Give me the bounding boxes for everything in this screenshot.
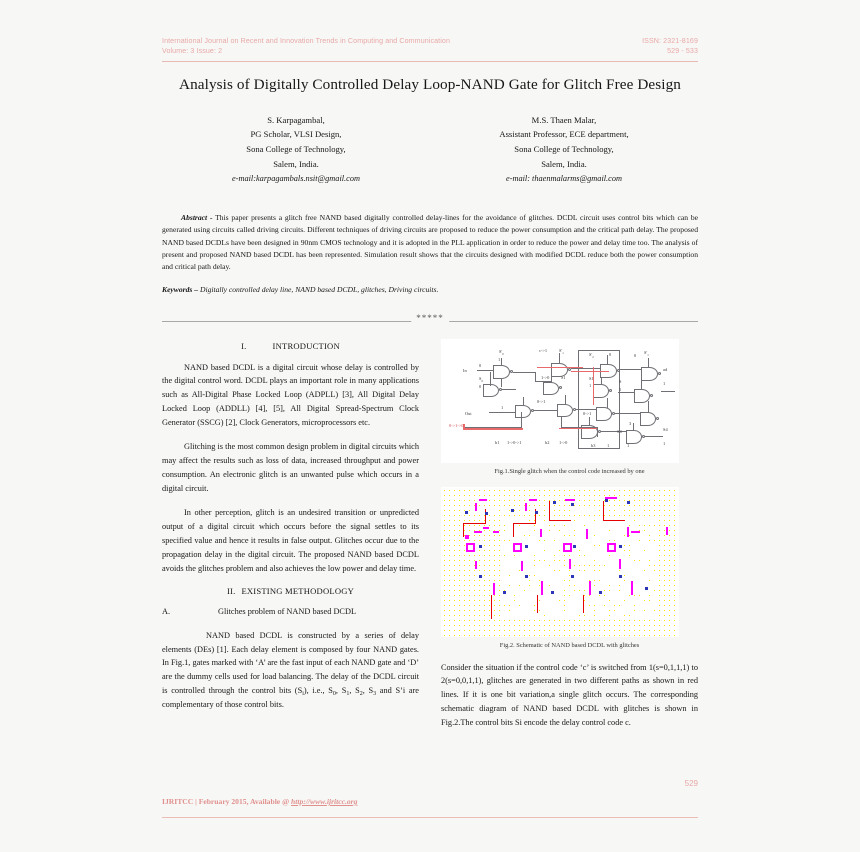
fig1-label-1b: 1 [589,382,592,388]
fig2-magenta-1 [465,535,469,539]
section-number-1: I. [241,340,247,351]
subsection-title: Glitches problem of NAND based DCDL [218,607,357,617]
left-column [162,337,419,741]
journal-header-right [642,36,698,57]
fig1-label-0b: 0 [479,383,482,389]
fig2-node-4 [535,511,538,514]
fig2-red-seg-12 [537,595,538,613]
fig1-label-ad: ad [663,366,668,372]
author-2-role: Assistant Professor, ECE department, [499,129,629,140]
fig2-node-16 [619,575,622,578]
figure-1-image [441,339,679,463]
fig2-node-17 [503,591,506,594]
existing-p1-part-f: and S’i are complementary of those control bits. [162,685,419,709]
existing-p1-part-c: , S [335,685,347,695]
fig2-node-11 [573,545,576,548]
fig2-red-seg-2 [463,523,485,524]
footer-prefix: IJRITCC | February 2015, Available @ [162,797,292,806]
fig2-magenta-19 [619,559,621,569]
fig2-node-10 [525,545,528,548]
author-1-affiliation: Sona College of Technology, [246,144,346,155]
section-heading-introduction [162,341,419,351]
fig1-label-s4b: S4 [663,426,668,432]
fig2-node-5 [553,501,556,504]
fig1-label-3: 3 [629,420,632,426]
fig1-label-s1: S1 [561,374,566,380]
journal-page-range: 529 - 533 [667,47,698,56]
fig1-label-0c: 0 [609,351,612,357]
journal-name: International Journal on Recent and Innovation Trends in Computing and Communication [162,37,450,45]
figure-2-caption: Fig.2. Schematic of NAND based DCDL with glitches [499,641,640,649]
footer-text [162,797,698,806]
abstract-label: Abstract - [181,212,213,222]
fig2-node-20 [645,587,648,590]
fig2-red-seg-11 [491,595,492,619]
fig2-magenta-13 [627,527,629,537]
wire-v-6 [607,355,608,364]
fig2-mbox-3 [563,543,572,552]
fig1-label-b2val: 1->0 [559,439,568,445]
subsection-heading-a [162,606,419,618]
fig2-node-12 [619,545,622,548]
fig2-magenta-16 [475,561,477,569]
fig1-label-c1: c->1 [539,347,548,353]
glitch-path-v [593,367,594,405]
nand-gate-d3 [640,412,656,426]
fig2-node-19 [599,591,602,594]
wire-v-15 [561,417,562,428]
fig2-magenta-9 [565,499,575,501]
abstract-paragraph [162,212,698,273]
fig2-magenta-7 [525,503,527,511]
fig2-magenta-21 [541,581,543,595]
fig1-label-0a: 0 [479,362,482,368]
header-divider [162,61,698,62]
delay-element-frame [578,350,620,449]
fig1-label-1a: 1 [498,356,501,362]
fig2-red-seg-5 [513,523,535,524]
glitch-path-top [537,367,583,368]
wire-v-18 [607,398,608,408]
section-title-2: EXISTING METHODOLOGY [241,586,355,597]
fig2-red-seg-4 [513,523,514,537]
journal-header [162,36,698,57]
footer-url[interactable]: http://www.ijritcc.org [291,797,358,806]
wire-h-1 [477,370,493,371]
section-separator [162,313,698,325]
wire-v-11 [565,395,566,405]
wire-v-1 [501,358,502,366]
fig2-magenta-12 [586,529,588,539]
fig2-red-seg-7 [549,520,571,521]
wire-h-11 [645,436,663,437]
fig1-label-s4: S4 [617,428,622,434]
right-column-paragraph-1: Consider the situation if the control code ‘c’ is switched from 1(s=0,1,1,1) to 2(s=0,0,1,1), glitches are generated in two different paths as shown in red lines. If it is one bit variation,a single glitch occurs. The corresponding schematic diagram of NAND based DCDL with glitches is shown in Fig.2.The control bits Si encode the delay control code c. [441,662,698,727]
fig1-label-b3: b3 [591,442,596,448]
fig1-label-b2: b2 [545,439,550,445]
keywords-text: Digitally controlled delay line, NAND based DCDL, glitches, Driving circuits. [198,285,439,295]
author-2-location: Salem, India. [541,158,587,169]
fig2-node-3 [511,509,514,512]
author-block [162,113,698,186]
fig2-magenta-4 [493,531,499,533]
wire-h-3 [535,372,536,381]
intro-paragraph-3: In other perception, glitch is an undesired transition or unpredicted output of a digital circuit which occurs before the signal settles to its specified value and hence it results in false output. Glitches occur due to the propagation delay in the digital circuit. The proposed NAND based DCDL avoids the glitches problem and also achieves the low power and delay time. [162,508,419,573]
existing-p1-sub-3: 3 [373,690,377,697]
nand-gate-a4 [543,382,559,395]
right-column [441,337,698,741]
wire-v-12 [589,417,590,426]
wire-h-8 [576,409,596,410]
fig2-red-seg-13 [583,595,584,613]
author-2-affiliation: Sona College of Technology, [514,144,614,155]
existing-p1-part-d: , S [349,685,360,695]
wire-v-16 [597,427,598,437]
fig2-magenta-22 [589,581,591,595]
figure-2-image [441,487,679,637]
wire-h-12 [502,389,516,390]
page-title: Analysis of Digitally Controlled Delay Loop-NAND Gate for Glitch Free Design [179,75,681,93]
existing-paragraph-1 [162,629,419,712]
wire-h-5 [571,368,601,369]
wire-h-13 [489,412,515,413]
fig1-label-1f: 1 [627,442,630,448]
section-number-2: II. [226,586,236,597]
nand-bubble-a4 [559,386,562,389]
nand-bubble-d2 [650,394,653,397]
nand-gate-d1 [641,367,658,381]
fig1-label-out: Out [465,410,472,416]
fig2-magenta-3 [483,527,489,529]
glitch-path-bottom [463,428,523,430]
fig2-magenta-6 [479,499,487,501]
wire-h-2 [513,372,535,373]
wire-v-9 [641,380,642,390]
fig1-label-1e: 1 [501,404,504,410]
author-1-email: e-mail:karpagambals.nsit@gmail.com [232,173,360,183]
author-1-role: PG Scholar, VLSI Design, [250,129,342,140]
fig1-label-in: In [463,367,467,373]
existing-p1-sub-0: 0 [332,690,336,697]
fig1-label-b1: b1 [495,439,500,445]
section-heading-existing-methodology [162,586,419,596]
figure-1-caption: Fig.1.Single glitch when the control code increased by one [494,467,645,475]
fig1-label-0d: 0 [634,352,637,358]
glitch-path-bottom-2 [559,428,597,429]
journal-volume-issue: Volume: 3 Issue: 2 [162,47,223,56]
fig2-red-seg-8 [549,501,550,521]
page-footer [162,797,698,818]
wire-v-2 [501,379,502,387]
author-1-location: Salem, India. [273,158,319,169]
fig1-label-s0p: $S'_0$ [499,348,504,356]
fig2-magenta-17 [521,561,523,571]
fig2-node-6 [571,503,574,506]
two-column-body [162,337,698,741]
nand-gate-b2 [557,404,573,417]
nand-gate-b1 [515,405,531,418]
existing-p1-sub-2: 2 [359,690,363,697]
fig1-label-1d: 1 [619,386,622,392]
fig1-label-s3p: $S'_1$ [644,349,649,357]
fig2-red-seg-1 [463,523,464,537]
wire-v-7 [601,377,602,385]
fig1-label-transition: 0->1->0 [449,422,464,428]
separator-stars: ***** [411,313,449,323]
fig2-node-2 [485,512,488,515]
wire-h-6 [620,369,642,370]
fig2-magenta-23 [631,581,633,595]
fig1-label-si: S [619,378,622,384]
nand-gate-d4 [626,430,642,444]
section-title-1: INTRODUCTION [272,340,340,351]
wire-v-14 [521,412,522,428]
wire-h-7 [534,410,558,411]
existing-p1-part-a: NAND based DCDL is constructed by a series of delay elements (DEs) [1]. Each delay element is composed by four NAND gates. In Fig.1, gates marked with ‘A’ are the fast input of each NAND gate and ‘D’ are the dummy cells used for load balancing. The delay of the DCDL circuit is controlled through the control bits (S [162,630,419,695]
intro-paragraph-2: Glitching is the most common design problem in digital circuits which may affect the results such as loss of data, increased throughput and power consumption. An electronic glitch is an unwanted pulse which occurs in a digital circuit. [162,442,419,493]
wire-v-5 [551,375,552,383]
wire-h-16 [661,391,675,392]
fig1-label-1c: 1 [663,380,666,386]
fig2-magenta-20 [493,583,495,595]
fig2-mbox-2 [513,543,522,552]
wire-v-8 [648,358,649,367]
fig1-label-01b: 0->1 [583,410,592,416]
fig2-magenta-11 [540,529,542,537]
author-2-name: M.S. Thaen Malar, [531,114,597,125]
fig1-label-01: 0->1 [537,398,546,404]
fig2-mbox-4 [607,543,616,552]
existing-p1-sub-1: 1 [346,690,350,697]
existing-p1-part-e: , S [362,685,374,695]
fig2-magenta-8 [529,499,537,501]
page-number-top: 529 [684,779,698,788]
fig2-red-seg-9 [603,520,625,521]
figure-1-block [441,339,698,477]
intro-paragraph-1: NAND based DCDL is a digital circuit whose delay is controlled by the digital control word. DCDL plays an important role in many applications such as All-Digital Phase Locked Loop (ADPLL) [3], All Digital Delay Locked Loop (ADDLL) [4], [5], All Digital Spread-Spectrum Clock Generator (SSCG) [2], Clock Generators, microprocessors etc. [162,362,419,427]
nand-bubble-d3 [656,417,659,420]
journal-header-left [162,36,450,57]
wire-h-4 [535,381,551,382]
keywords-label: Keywords – [162,285,199,295]
nand-bubble-d1 [658,372,661,375]
fig1-label-1g: 1 [663,440,666,446]
wire-v-13 [633,423,634,431]
author-2 [430,113,698,186]
subsection-letter: A. [162,607,171,617]
fig2-mbox-1 [466,543,475,552]
footer-divider [162,817,698,818]
fig2-node-1 [465,511,468,514]
nand-gate-a2 [483,384,499,397]
nand-gate-a1 [493,365,510,379]
wire-v-4 [559,353,560,363]
fig2-node-9 [479,545,482,548]
fig1-label-b1val: 1->0->1 [507,439,522,445]
author-2-email: e-mail: thaenmalarms@gmail.com [506,173,622,183]
wire-v-3 [490,372,491,386]
fig2-magenta-14 [666,527,668,535]
fig2-magenta-2 [474,531,482,533]
fig2-node-8 [627,501,630,504]
wire-h-17 [618,392,634,393]
abstract-text: This paper presents a glitch free NAND based digitally controlled delay-lines for the avoidance of glitches. DCDL circuit uses control bits which can be generated using circuits called driving circuits. Different techniques of driving circuits are proposed to reduce the power consumption and the critical path delay. The proposed NAND based DCDLs have been designed in 90nm CMOS technology and it is adopted in the PLL application in order to reduce the power and delay time too. The analysis of present and proposed NAND based DCDL has been represented. Simulation result shows that the circuits designed with modified DCDL reduce both the power consumption and critical path delay. [162,212,698,272]
wire-v-17 [648,401,649,413]
author-1-name: S. Karpagambal, [267,114,325,125]
fig2-node-18 [551,591,554,594]
fig2-node-15 [571,575,574,578]
fig1-label-s2p: $S'_2$ [589,351,594,359]
author-1 [162,113,430,186]
fig1-label-s1p: $S'_1$ [559,347,564,355]
fig2-magenta-5 [475,503,477,511]
fig2-magenta-18 [569,559,571,569]
figure-2-block [441,487,698,651]
existing-p1-sub-i: i [302,690,304,697]
journal-issn: ISSN: 2321-8169 [642,37,698,45]
fig2-red-seg-10 [603,501,604,521]
fig1-label-s0: $S_0$ [479,375,483,383]
wire-v-10 [523,397,524,406]
fig2-node-14 [525,575,528,578]
fig2-node-13 [479,575,482,578]
glitch-path-top-2 [571,371,609,372]
fig1-label-c0: 1->0 [541,374,550,380]
wire-h-9 [615,413,641,414]
fig2-magenta-15 [631,531,640,533]
keywords-paragraph [162,284,698,296]
fig1-label-b3val: 1 [607,442,610,448]
fig2-node-7 [605,499,608,502]
fig1-label-s2: S1 [589,375,594,381]
existing-p1-part-b: ), i.e., S [303,685,333,695]
